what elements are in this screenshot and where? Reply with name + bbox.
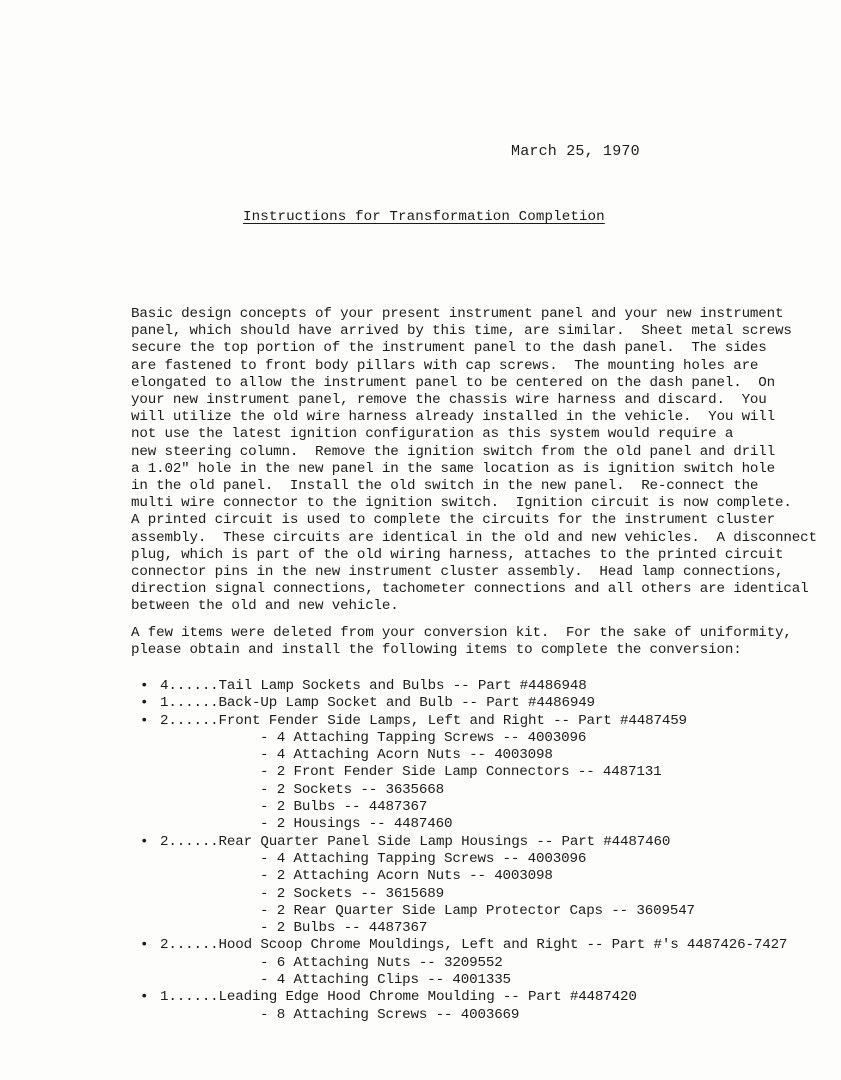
paragraph-line: new steering column. Remove the ignition switch from the old panel and drill [131,443,776,460]
bullet-icon: • [140,712,149,729]
paragraph-line: will utilize the old wire harness already installed in the vehicle. You will [131,409,776,426]
paragraph-line: plug, which is part of the old wiring harness, attaches to the printed circuit [131,546,784,563]
parts-list-subitem-text: - 6 Attaching Nuts -- 3209552 [260,954,503,971]
paragraph-line: panel, which should have arrived by this time, are similar. Sheet metal screws [131,323,792,340]
parts-list-subitem-text: - 2 Sockets -- 3615689 [260,885,445,902]
bullet-icon: • [140,937,149,954]
parts-list-subitem-text: - 2 Bulbs -- 4487367 [260,920,428,937]
parts-list-item-text: 2......Front Fender Side Lamps, Left and Right -- Part #4487459 [160,712,687,729]
paragraph-instrument-panel [131,306,817,616]
parts-list-subitem-text: - 2 Front Fender Side Lamp Connectors -- 4487131 [260,764,662,781]
paragraph-line: elongated to allow the instrument panel to be centered on the dash panel. On [131,374,776,391]
document-date: March 25, 1970 [511,143,640,160]
parts-list-subitem-text: - 2 Sockets -- 3635668 [260,781,445,798]
bullet-icon: • [140,695,149,712]
paragraph-line: a 1.02" hole in the new panel in the same location as is ignition switch hole [131,460,776,477]
bullet-icon: • [140,678,149,694]
paragraph-line: your new instrument panel, remove the chassis wire harness and discard. You [131,392,767,409]
parts-list-item-text: 4......Tail Lamp Sockets and Bulbs -- Part #4486948 [160,678,587,694]
parts-list-subitem-text: - 4 Attaching Tapping Screws -- 4003096 [260,850,587,867]
paragraph-line: A printed circuit is used to complete the circuits for the instrument cluster [131,512,776,529]
bullet-icon: • [140,989,149,1006]
paragraph-line: multi wire connector to the ignition switch. Ignition circuit is now complete. [131,495,792,512]
paragraph-line: are fastened to front body pillars with cap screws. The mounting holes are [131,357,759,374]
paragraph-line: Basic design concepts of your present instrument panel and your new instrument [131,306,784,322]
paragraph-line: between the old and new vehicle. [131,598,399,615]
parts-list-subitem-text: - 4 Attaching Tapping Screws -- 4003096 [260,729,587,746]
bullet-icon: • [140,833,149,850]
paragraph-line: direction signal connections, tachometer connections and all others are identical [131,581,809,598]
parts-list-subitem-text: - 4 Attaching Clips -- 4001335 [260,972,511,989]
paragraph-line: please obtain and install the following items to complete the conversion: [131,642,742,659]
parts-list-subitem-text: - 2 Housings -- 4487460 [260,816,453,833]
paragraph-line: not use the latest ignition configuration as this system would require a [131,426,734,443]
paragraph-deleted-items [131,625,792,659]
parts-list-subitem-text: - 8 Attaching Screws -- 4003669 [260,1006,520,1023]
paragraph-line: secure the top portion of the instrument panel to the dash panel. The sides [131,340,767,357]
paragraph-line: connector pins in the new instrument cluster assembly. Head lamp connections, [131,564,784,581]
parts-list-item-text: 2......Hood Scoop Chrome Mouldings, Left and Right -- Part #'s 4487426-7427 [160,937,788,954]
parts-list-subitem-text: - 2 Rear Quarter Side Lamp Protector Caps -- 3609547 [260,902,695,919]
parts-list-item-text: 1......Back-Up Lamp Socket and Bulb -- Part #4486949 [160,695,595,712]
parts-list-item-text: 1......Leading Edge Hood Chrome Moulding -- Part #4487420 [160,989,637,1006]
parts-list-item-text: 2......Rear Quarter Panel Side Lamp Housings -- Part #4487460 [160,833,671,850]
paragraph-line: A few items were deleted from your conversion kit. For the sake of uniformity, [131,625,792,641]
paragraph-line: assembly. These circuits are identical in the old and new vehicles. A disconnect [131,529,817,546]
parts-list-subitem-text: - 4 Attaching Acorn Nuts -- 4003098 [260,747,553,764]
parts-list-subitem-text: - 2 Attaching Acorn Nuts -- 4003098 [260,868,553,885]
document-title: Instructions for Transformation Completion [243,209,605,225]
paragraph-line: in the old panel. Install the old switch in the new panel. Re-connect the [131,478,759,495]
parts-list-subitem-text: - 2 Bulbs -- 4487367 [260,799,428,816]
